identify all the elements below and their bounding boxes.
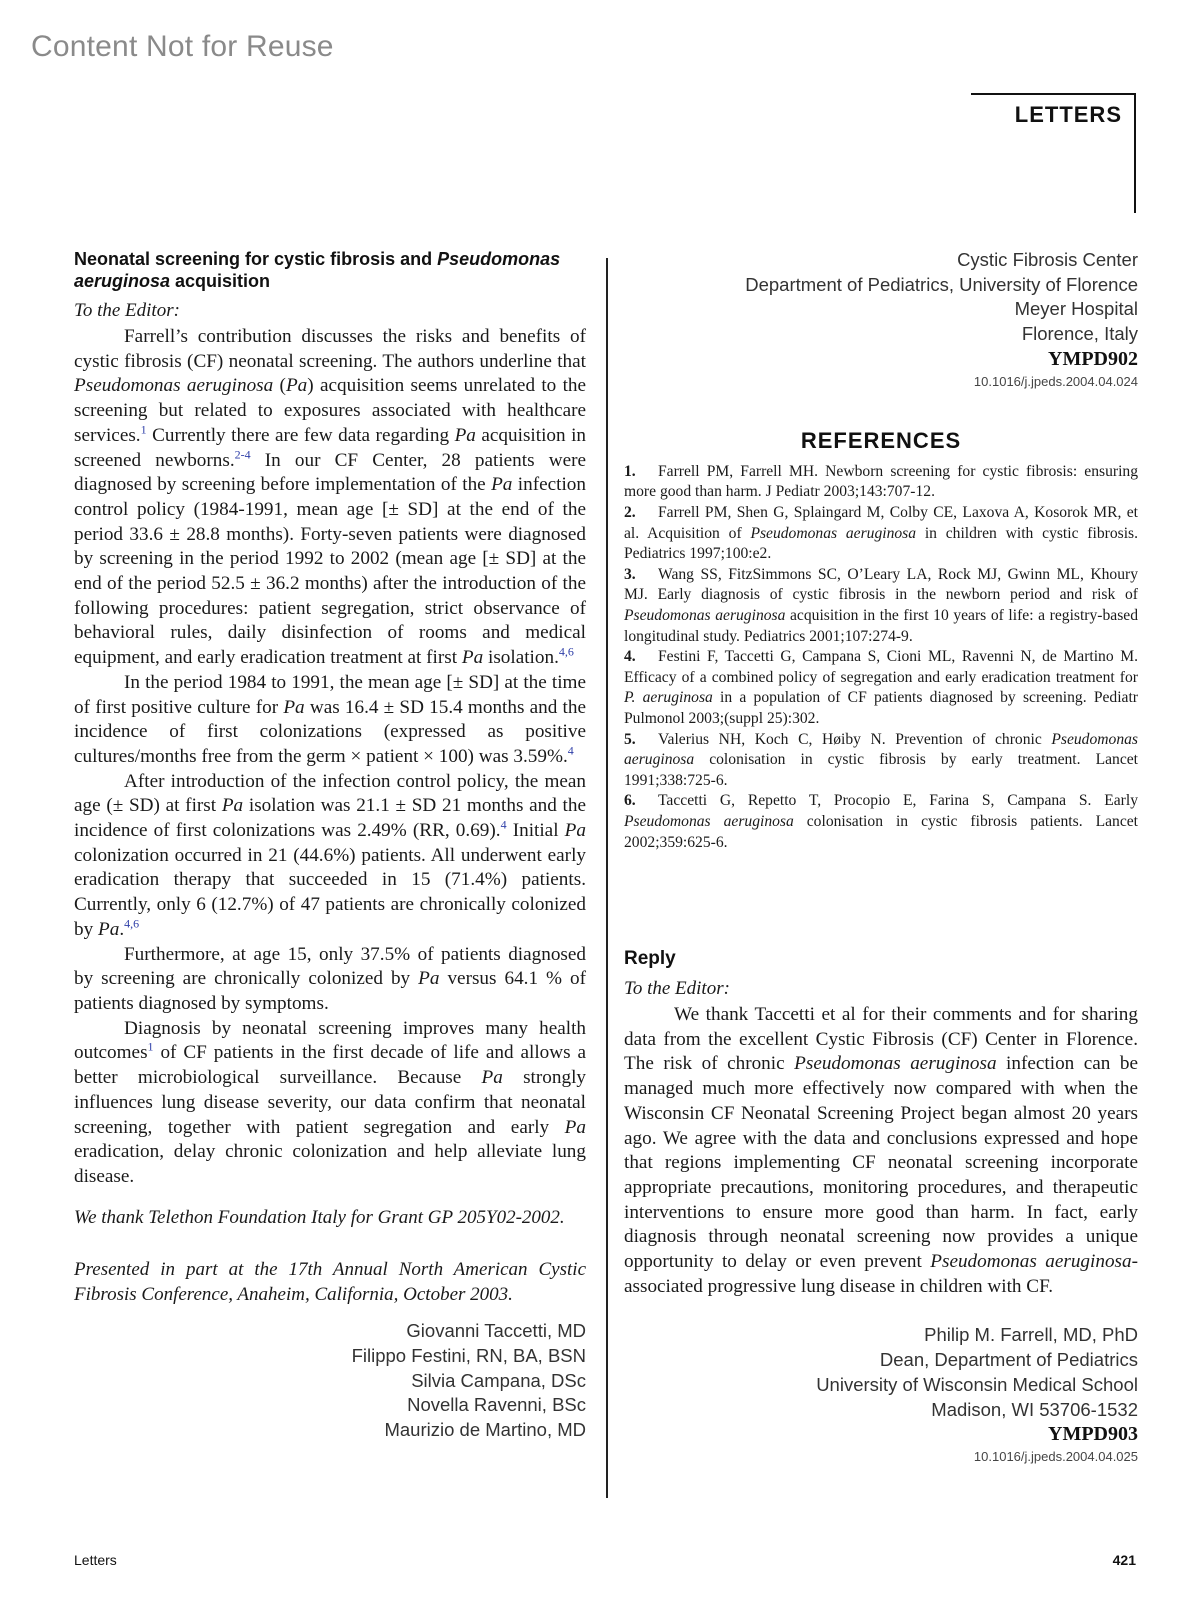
citation-link[interactable]: 4 <box>500 817 507 832</box>
article-title: Neonatal screening for cystic fibrosis and Pseudomonas aeruginosa acquisition <box>74 249 561 291</box>
reference-item: 1. Farrell PM, Farrell MH. Newborn screening for cystic fibrosis: ensuring more good than harm. J Pediatr 2003;143:707-12. <box>624 462 1138 501</box>
references-heading: REFERENCES <box>800 427 962 453</box>
letter-paragraph: Farrell’s contribution discusses the risks and benefits of cystic fibrosis (CF) neonatal screening. The authors underline that Pseudomonas aeruginosa (Pa) acquisition seems unrelated to the screening but related to exposures associated with healthcare services.$^1$ Currently there are few data regarding Pa acquisition in screened newborns.$^{2-4}$ In our CF Center, 28 patients were diagnosed by screening before implementation of the Pa infection control policy (1984-1991, mean age [± SD] at the end of the period 33.6 ± 28.8 months). Forty-seven patients were diagnosed by screening in the period 1992 to 2002 (mean age [± SD] at the end of the period 52.5 ± 36.2 months) after the introduction of the following procedures: patient segregation, strict observance of behavioral rules, daily disinfection of rooms and medical equipment, and early eradication treatment at first Pa isolation.$^{4,6}$ <box>74 326 587 669</box>
signature-line: Madison, WI 53706-1532 <box>931 1398 1138 1420</box>
page-number: 421 <box>1112 1552 1136 1568</box>
signature-line: Philip M. Farrell, MD, PhD <box>924 1324 1138 1346</box>
signature-line: Dean, Department of Pediatrics <box>879 1349 1138 1371</box>
affiliation-line: Meyer Hospital <box>1014 298 1138 320</box>
author-name: Novella Ravenni, BSc <box>407 1394 586 1416</box>
reference-item: 4. Festini F, Taccetti G, Campana S, Cioni ML, Ravenni N, de Martino M. Efficacy of a combined policy of segregation and early eradication treatment for P. aeruginosa in a population of CF patients diagnosed by screening. Pediatr Pulmonol 2003;(suppl 25):302. <box>624 648 1138 727</box>
citation-link[interactable]: 4,6 <box>124 916 140 931</box>
author-name: Silvia Campana, DSc <box>411 1369 586 1391</box>
affiliation-line: Cystic Fibrosis Center <box>957 249 1138 270</box>
doi-link[interactable]: 10.1016/j.jpeds.2004.04.025 <box>973 1449 1138 1465</box>
signature-line: University of Wisconsin Medical School <box>816 1373 1138 1395</box>
reference-item: 6. Taccetti G, Repetto T, Procopio E, Farina S, Campana S. Early Pseudomonas aeruginosa colonisation in cystic fibrosis patients. Lancet 2002;359:625-6. <box>624 792 1138 851</box>
reference-item: 3. Wang SS, FitzSimmons SC, O’Leary LA, Rock MJ, Gwinn ML, Khoury MJ. Early diagnosis of cystic fibrosis in the newborn period and risk of Pseudomonas aeruginosa acquisition in the first 10 years of life: a registry-based longitudinal study. Pediatrics 2001;107:274-9. <box>624 565 1138 645</box>
letter-affiliation <box>624 248 1138 392</box>
letter-paragraph: Diagnosis by neonatal screening improves many health outcomes$^1$ of CF patients in the first decade of life and allows a better microbiological surveillance. Because Pa strongly influences lung disease severity, our data confirm that neonatal screening, together with patient segregation and early Pa eradication, delay chronic colonization and help alleviate lung disease. <box>74 1017 586 1187</box>
watermark: Content Not for Reuse <box>31 30 334 63</box>
author-name: Maurizio de Martino, MD <box>384 1418 586 1440</box>
letter-salutation: To the Editor: <box>74 300 180 321</box>
citation-link[interactable]: 1 <box>140 422 147 437</box>
letter-paragraph: In the period 1984 to 1991, the mean age [± SD] at the time of first positive culture for Pa was 16.4 ± SD 15.4 months and the incidence of first colonizations (expressed as positive cultures/months free from the germ × patient × 100) was 3.59%.$^4$ <box>74 671 586 767</box>
citation-link[interactable]: 2-4 <box>234 447 251 462</box>
reply-heading: Reply <box>624 948 676 969</box>
author-name: Giovanni Taccetti, MD <box>406 1320 586 1342</box>
reference-item: 2. Farrell PM, Shen G, Splaingard M, Colby CE, Laxova A, Kosorok MR, et al. Acquisition of Pseudomonas aeruginosa in children with cystic fibrosis. Pediatrics 1997;100:e2. <box>624 504 1138 563</box>
doi-link[interactable]: 10.1016/j.jpeds.2004.04.024 <box>973 373 1138 389</box>
presentation-note: Presented in part at the 17th Annual North American Cystic Fibrosis Conference, Anaheim, California, October 2003. <box>74 1259 586 1305</box>
acknowledgment: We thank Telethon Foundation Italy for Grant GP 205Y02-2002. <box>74 1206 565 1228</box>
reference-item: 5. Valerius NH, Koch C, Høiby N. Prevention of chronic Pseudomonas aeruginosa colonisation in cystic fibrosis by early treatment. Lancet 1991;338:725-6. <box>624 730 1138 789</box>
right-column <box>624 248 1138 1465</box>
section-header-box <box>971 93 1136 213</box>
footer-section-name: Letters <box>74 1552 117 1568</box>
reply-salutation: To the Editor: <box>624 978 730 999</box>
letter-paragraph: After introduction of the infection control policy, the mean age (± SD) at first Pa isolation was 21.1 ± SD 21 months and the incidence of first colonizations was 2.49% (RR, 0.69).$^4$ Initial Pa colonization occurred in 21 (44.6%) patients. All underwent early eradication therapy that succeeded in 15 (71.4%) patients. Currently, only 6 (12.7%) of 47 patients are chronically colonized by Pa.$^{4,6}$ <box>74 770 586 940</box>
letter-paragraph: Furthermore, at age 15, only 37.5% of patients diagnosed by screening are chronically colonized by Pa versus 64.1 % of patients diagnosed by symptoms. <box>74 943 586 1014</box>
affiliation-line: Florence, Italy <box>1021 323 1138 345</box>
author-name: Filippo Festini, RN, BA, BSN <box>351 1344 586 1366</box>
citation-link[interactable]: 1 <box>147 1040 154 1054</box>
references-section <box>624 428 1138 853</box>
citation-link[interactable]: 4 <box>567 743 574 758</box>
article-code: YMPD902 <box>1048 347 1138 370</box>
column-divider <box>606 258 608 1498</box>
section-label: LETTERS <box>1014 102 1122 127</box>
letter-column <box>74 248 586 1443</box>
article-code: YMPD903 <box>1048 1423 1138 1446</box>
affiliation-line: Department of Pediatrics, University of Florence <box>745 273 1138 295</box>
citation-link[interactable]: 4,6 <box>558 644 574 659</box>
author-list <box>74 1319 586 1443</box>
reply-signature <box>624 1323 1138 1467</box>
reply-paragraph: We thank Taccetti et al for their comments and for sharing data from the excellent Cystic Fibrosis (CF) Center in Florence. The risk of chronic Pseudomonas aeruginosa infection can be managed much more effectively now compared with when the Wisconsin CF Neonatal Screening Project began almost 20 years ago. We agree with the data and conclusions expressed and hope that regions implementing CF neonatal screening incorporate appropriate precautions, monitoring procedures, and therapeutic interventions to ensure more good than harm. In fact, early diagnosis through neonatal screening now provides a unique opportunity to delay or even prevent Pseudomonas aeruginosa-associated progressive lung disease in children with CF. <box>624 1004 1138 1297</box>
reply-section <box>624 948 1138 1467</box>
